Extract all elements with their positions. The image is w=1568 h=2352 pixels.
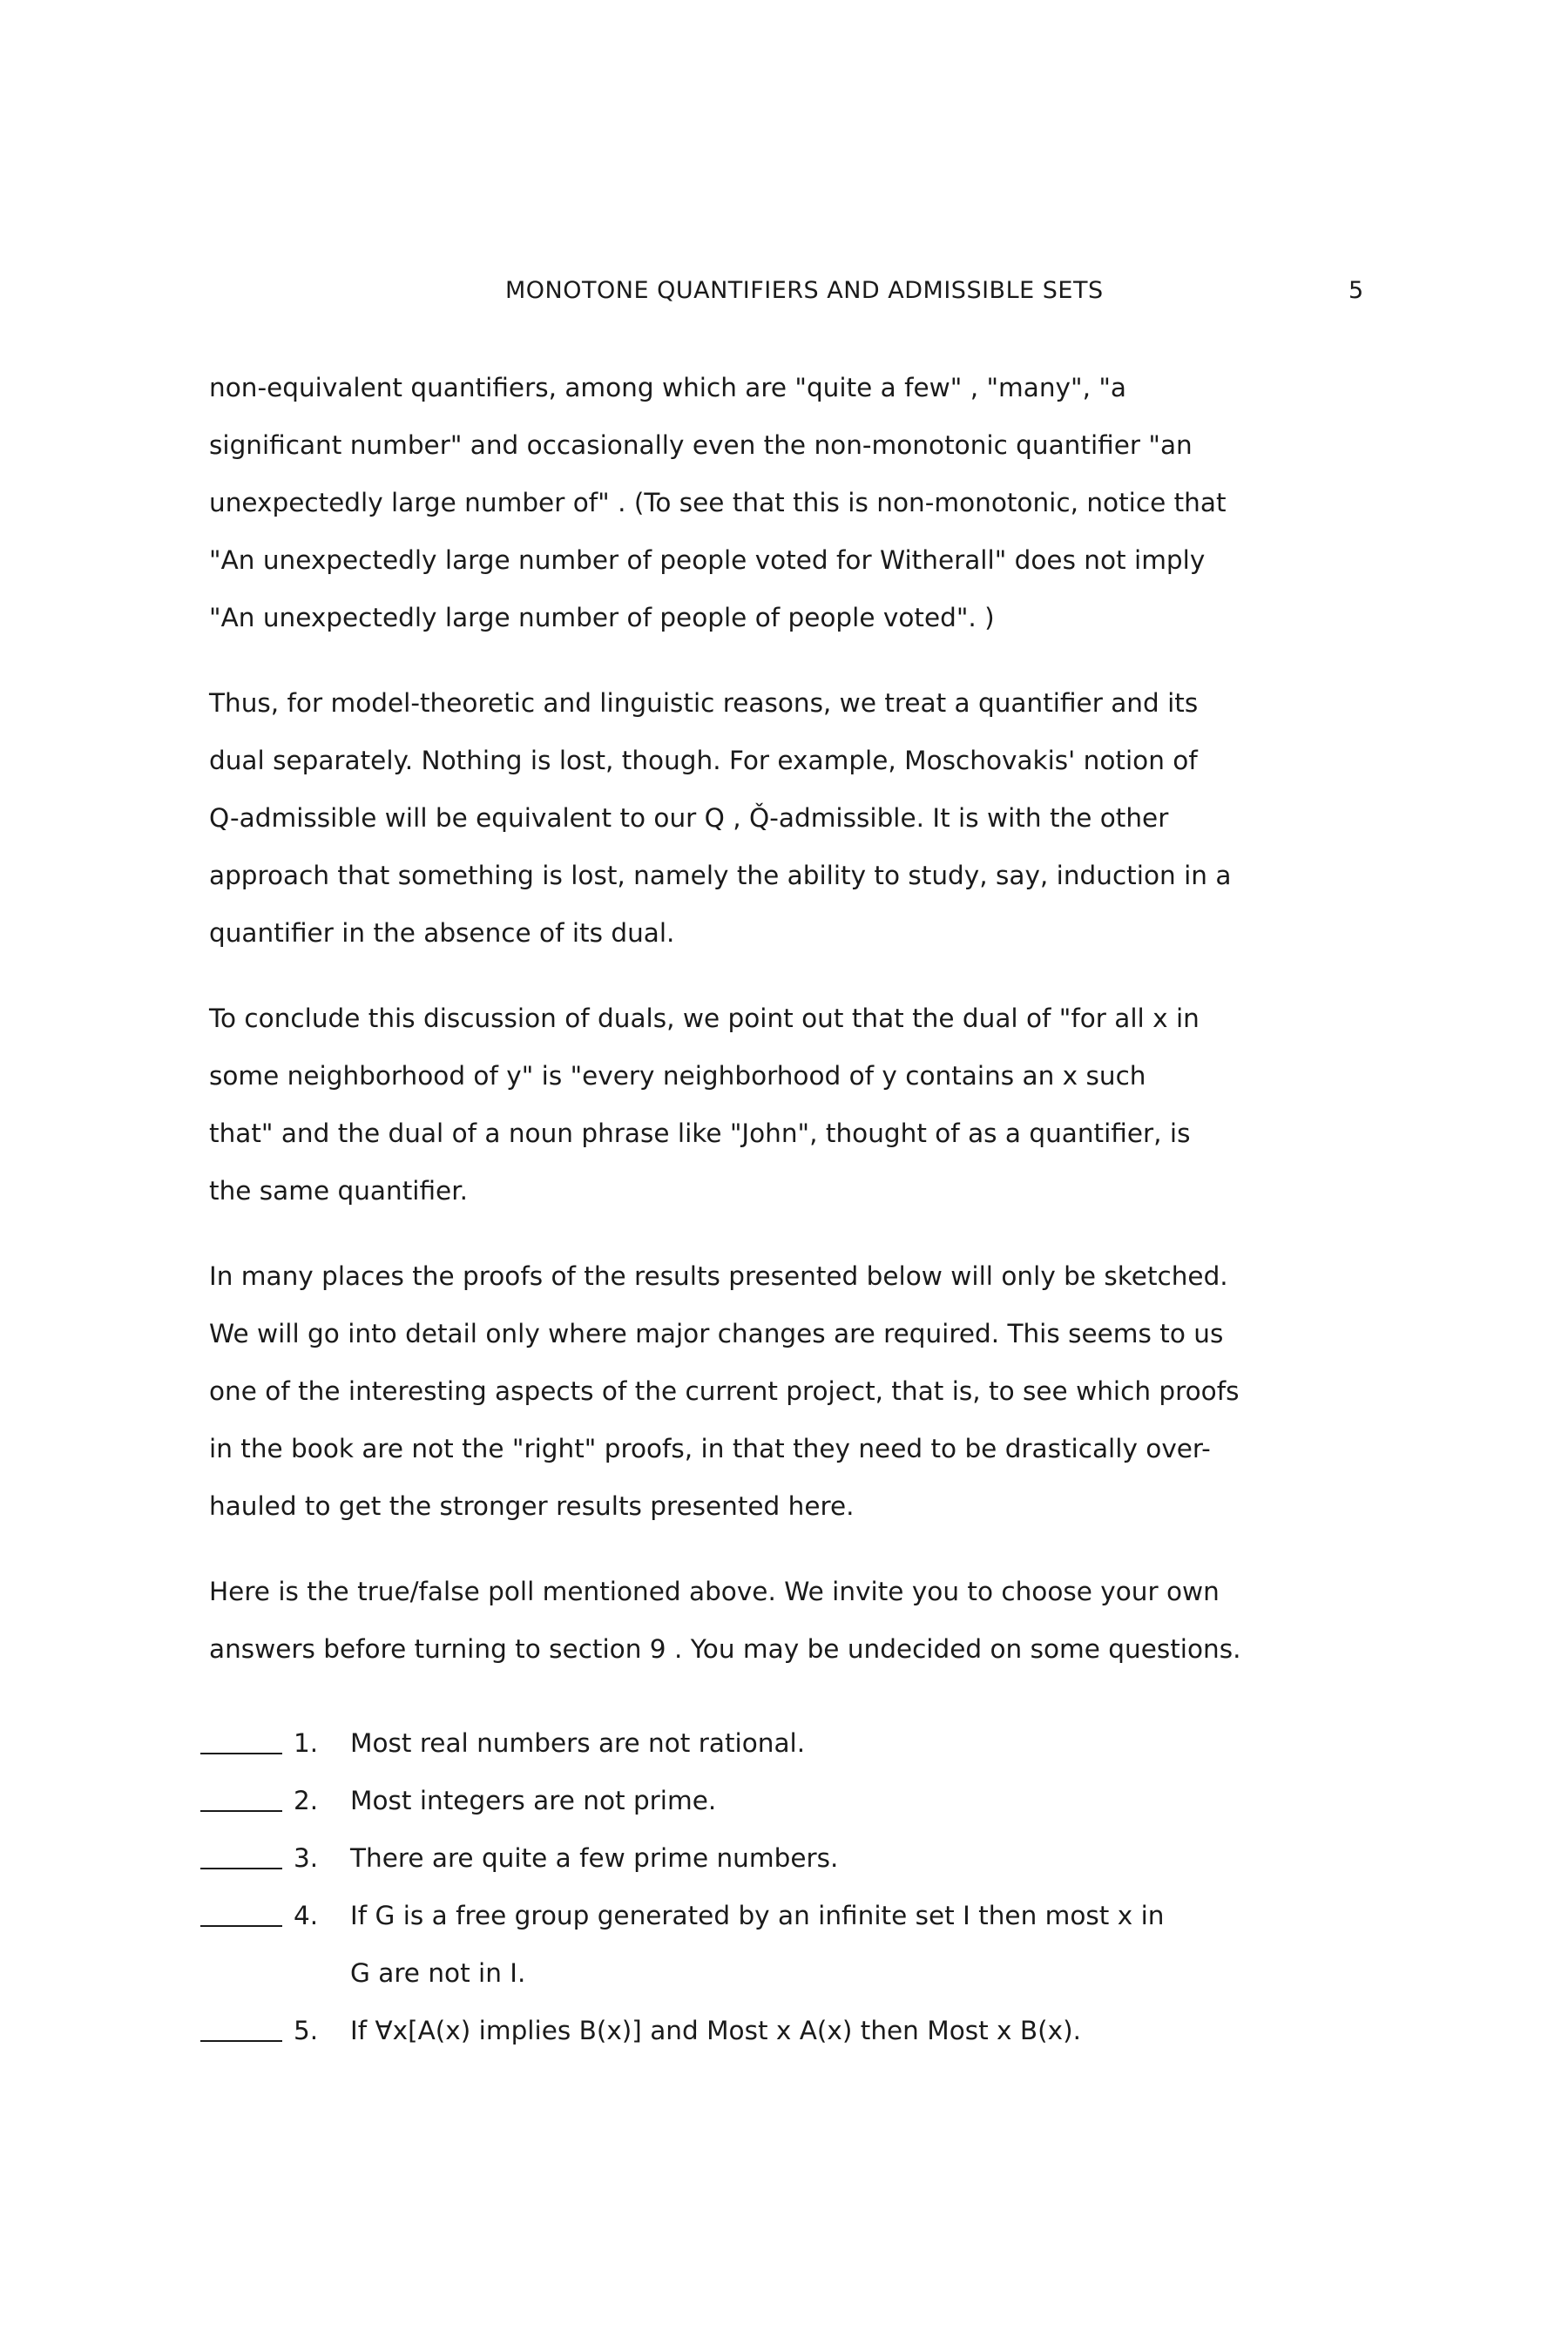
poll-number: 2.: [294, 1786, 319, 1815]
answer-blank[interactable]: [200, 2040, 282, 2042]
paragraph: [209, 674, 1368, 962]
text-line: "An unexpectedly large number of people of people voted". ): [209, 603, 995, 632]
poll-statement: Most real numbers are not rational.: [350, 1728, 806, 1758]
text-line: hauled to get the stronger results presented here.: [209, 1491, 855, 1521]
text-line: non-equivalent quantifiers, among which are "quite a few" , "many", "a: [209, 373, 1126, 402]
poll-statement: If G is a free group generated by an infinite set I then most x in: [350, 1901, 1165, 1930]
text-line: "An unexpectedly large number of people voted for Witherall" does not imply: [209, 545, 1206, 575]
body-text: [209, 359, 1368, 1706]
poll-statement-continuation: G are not in I.: [350, 1958, 526, 1988]
poll-item: [200, 1714, 1385, 1772]
text-line: in the book are not the "right" proofs, in that they need to be drastically over-: [209, 1434, 1211, 1463]
poll-item: [200, 2002, 1385, 2059]
poll-statement: Most integers are not prime.: [350, 1786, 717, 1815]
text-line: significant number" and occasionally even the non-monotonic quantifier "an: [209, 430, 1193, 460]
poll-number: 5.: [294, 2016, 319, 2045]
answer-blank[interactable]: [200, 1868, 282, 1869]
text-line: that" and the dual of a noun phrase like "John", thought of as a quantifier, is: [209, 1119, 1191, 1148]
text-line: To conclude this discussion of duals, we point out that the dual of "for all x in: [209, 1004, 1200, 1033]
text-line: some neighborhood of y" is "every neighborhood of y contains an x such: [209, 1061, 1146, 1091]
text-line: Q-admissible will be equivalent to our Q , Q̌-admissible. It is with the other: [209, 803, 1169, 833]
poll-statement: There are quite a few prime numbers.: [350, 1843, 839, 1873]
answer-blank[interactable]: [200, 1925, 282, 1927]
text-line: approach that something is lost, namely the ability to study, say, induction in a: [209, 861, 1232, 890]
page-number: 5: [1348, 277, 1364, 304]
running-head: MONOTONE QUANTIFIERS AND ADMISSIBLE SETS: [505, 277, 1104, 304]
poll-statement: If ∀x[A(x) implies B(x)] and Most x A(x) then Most x B(x).: [350, 2016, 1081, 2045]
text-line: We will go into detail only where major changes are required. This seems to us: [209, 1319, 1224, 1348]
text-line: In many places the proofs of the results presented below will only be sketched.: [209, 1261, 1228, 1291]
text-line: the same quantifier.: [209, 1176, 468, 1206]
paragraph: [209, 1563, 1368, 1678]
true-false-poll: [200, 1714, 1385, 2059]
poll-item: [200, 1772, 1385, 1829]
text-line: Thus, for model-theoretic and linguistic reasons, we treat a quantifier and its: [209, 688, 1199, 718]
text-line: unexpectedly large number of" . (To see that this is non-monotonic, notice that: [209, 488, 1227, 517]
text-line: quantifier in the absence of its dual.: [209, 918, 675, 948]
text-line: dual separately. Nothing is lost, though. For example, Moschovakis' notion of: [209, 746, 1198, 775]
text-line: Here is the true/false poll mentioned above. We invite you to choose your own: [209, 1577, 1220, 1606]
poll-number: 4.: [294, 1901, 319, 1930]
paragraph: [209, 359, 1368, 646]
answer-blank[interactable]: [200, 1810, 282, 1812]
text-line: one of the interesting aspects of the current project, that is, to see which proofs: [209, 1376, 1240, 1406]
poll-number: 1.: [294, 1728, 319, 1758]
poll-item-continuation: [200, 1944, 1385, 2002]
poll-item: [200, 1887, 1385, 1944]
poll-number: 3.: [294, 1843, 319, 1873]
paragraph: [209, 990, 1368, 1220]
text-line: answers before turning to section 9 . You may be undecided on some questions.: [209, 1634, 1241, 1664]
paragraph: [209, 1247, 1368, 1535]
answer-blank[interactable]: [200, 1753, 282, 1754]
poll-item: [200, 1829, 1385, 1887]
